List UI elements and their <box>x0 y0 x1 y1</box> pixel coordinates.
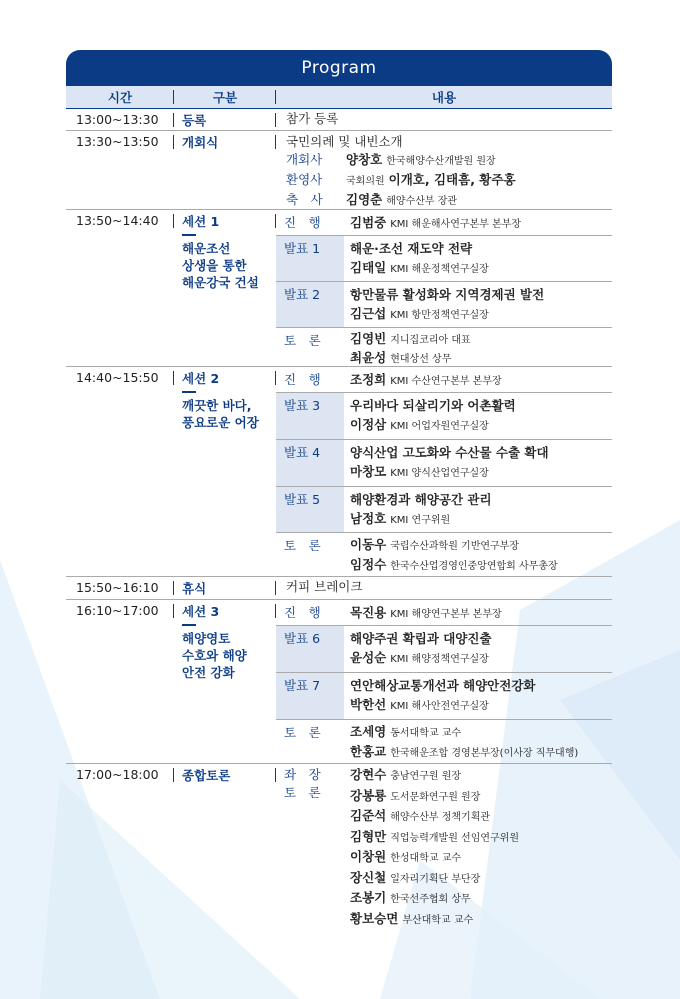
talk-content <box>344 673 612 719</box>
session-theme: 해양영토 <box>182 631 231 646</box>
person-affiliation: KMI 해사안전연구실장 <box>390 701 489 712</box>
person-name: 김근섭 <box>350 306 387 321</box>
item-label: 개회사 <box>286 152 323 167</box>
item-person <box>346 151 612 171</box>
discussion-row <box>276 720 612 764</box>
session-category <box>174 210 276 366</box>
discussion-people <box>344 533 612 577</box>
person-affiliation: KMI 어업자원연구실장 <box>390 421 489 432</box>
session-theme: 풍요로운 어장 <box>182 415 259 430</box>
person-affiliation: 충남연구원 원장 <box>390 771 462 782</box>
session-content <box>276 210 612 366</box>
row-time: 13:50~14:40 <box>66 210 174 366</box>
discussion-label: 토 론 <box>284 725 321 740</box>
header-content <box>276 86 612 108</box>
person-affiliation: 일자리기획단 부단장 <box>390 873 481 885</box>
opening-list <box>286 151 612 211</box>
person-affiliation: KMI 항만정책연구실장 <box>390 310 489 321</box>
talk-topic: 우리바다 되살리기와 어촌활력 <box>350 398 516 413</box>
discussion-label: 토 론 <box>284 333 321 348</box>
row-category: 휴식 <box>174 577 276 599</box>
row-category: 등록 <box>174 109 276 130</box>
person-affiliation: 도서문화연구원 원장 <box>390 791 481 803</box>
talk-row <box>276 626 612 673</box>
person-name: 조봉기 <box>350 890 387 905</box>
discussion-label: 토 론 <box>284 538 321 553</box>
session-dash <box>182 234 196 236</box>
person-name: 황보승면 <box>350 910 399 926</box>
item-person <box>346 191 612 211</box>
discussion-people <box>344 720 612 764</box>
person-affiliation: 동서대학교 교수 <box>390 728 462 739</box>
talk-row <box>276 282 612 328</box>
person-name: 박한선 <box>350 697 387 712</box>
opening-line: 국민의례 및 내빈소개 <box>286 134 403 149</box>
person-name: 양창호 <box>346 152 383 167</box>
talk-label: 발표 5 <box>276 487 344 532</box>
row-time: 13:00~13:30 <box>66 109 174 130</box>
person-affiliation: KMI 연구위원 <box>390 515 451 526</box>
session-content <box>276 600 612 763</box>
person-name: 남정호 <box>350 511 387 526</box>
person-name: 조세영 <box>350 724 387 739</box>
table-header <box>66 86 612 109</box>
person-name: 김영춘 <box>346 192 383 207</box>
person-affiliation: 직업능력개발원 선임연구위원 <box>390 832 519 844</box>
header-content-label: 내용 <box>431 90 457 105</box>
talk-content <box>344 393 612 439</box>
talk-content <box>344 440 612 486</box>
person-name: 이창원 <box>350 849 387 864</box>
row-time: 17:00~18:00 <box>66 764 174 929</box>
person-affiliation: 해양수산부 장관 <box>386 196 458 207</box>
person-affiliation: 현대상선 상무 <box>390 354 452 365</box>
discussion-people <box>344 328 612 367</box>
talk-content <box>344 236 612 281</box>
session-content <box>276 367 612 576</box>
moderator-row <box>276 210 612 236</box>
person-affiliation: 한국해운조합 경영본부장(이사장 직무대행) <box>390 748 579 759</box>
item-person <box>346 171 612 191</box>
talk-label: 발표 3 <box>276 393 344 439</box>
session-row <box>66 210 612 367</box>
talk-topic: 항만물류 활성화와 지역경제권 발전 <box>350 287 545 302</box>
session-category <box>174 600 276 763</box>
person-affiliation: KMI 수산연구본부 본부장 <box>390 376 502 387</box>
talk-content <box>344 487 612 532</box>
moderator-label: 진 행 <box>284 605 321 620</box>
moderator-person <box>344 367 612 392</box>
session-row <box>66 600 612 764</box>
person-affiliation: 한성대학교 교수 <box>390 853 462 864</box>
session-theme: 상생을 통한 <box>182 258 247 273</box>
session-theme: 깨끗한 바다, <box>182 398 252 413</box>
row-time: 15:50~16:10 <box>66 577 174 599</box>
item-label: 축 사 <box>286 192 323 207</box>
moderator-row <box>276 600 612 626</box>
person-name: 이정삼 <box>350 417 387 432</box>
discussion-row <box>276 328 612 367</box>
talk-content <box>344 626 612 672</box>
person-name: 김형만 <box>350 828 387 844</box>
person-affiliation: KMI 해양연구본부 본부장 <box>390 609 502 620</box>
person-name: 윤성순 <box>350 650 387 665</box>
person-name: 이개호, 김태흠, 황주홍 <box>388 172 516 187</box>
table-row <box>66 109 612 131</box>
table-row <box>66 577 612 600</box>
header-category <box>174 86 276 108</box>
panel-block <box>276 764 612 933</box>
moderator-person <box>344 210 612 235</box>
talk-row <box>276 673 612 720</box>
person-affiliation: 한국수산업경영인중앙연합회 사무총장 <box>390 561 558 572</box>
program-table <box>66 50 612 929</box>
person-affiliation: 부산대학교 교수 <box>402 914 474 926</box>
talk-row <box>276 440 612 487</box>
person-affiliation: KMI 해운해사연구본부 본부장 <box>390 219 521 230</box>
person-name: 강봉룡 <box>350 787 387 803</box>
person-name: 김준석 <box>350 808 387 823</box>
header-time-label: 시간 <box>107 90 133 105</box>
person-name: 장신철 <box>350 869 387 885</box>
person-affiliation: 한국해양수산개발원 원장 <box>386 156 496 167</box>
talk-topic: 해양주권 확립과 대양진출 <box>350 631 492 646</box>
person-name: 이동우 <box>350 537 387 552</box>
row-category: 개회식 <box>174 131 276 209</box>
person-name: 한홍교 <box>350 744 387 759</box>
talk-row <box>276 393 612 440</box>
session-theme: 수호와 해양 <box>182 648 247 663</box>
talk-topic: 해운·조선 재도약 전략 <box>350 241 473 256</box>
row-content: 커피 브레이크 <box>286 579 363 594</box>
row-content <box>276 131 612 209</box>
row-time: 13:30~13:50 <box>66 131 174 209</box>
panel-people <box>344 764 612 933</box>
session-theme: 해운조선 <box>182 241 231 256</box>
talk-label: 발표 2 <box>276 282 344 327</box>
talk-label: 발표 6 <box>276 626 344 672</box>
session-dash <box>182 624 196 626</box>
talk-label: 발표 7 <box>276 673 344 719</box>
talk-row <box>276 487 612 533</box>
row-category: 종합토론 <box>174 764 276 929</box>
discussion-row <box>276 533 612 577</box>
general-discussion <box>276 764 612 929</box>
session-theme: 해운강국 건설 <box>182 275 259 290</box>
session-label: 세션 3 <box>182 604 220 619</box>
person-name: 조정희 <box>350 372 387 387</box>
moderator-label: 진 행 <box>284 215 321 230</box>
table-row <box>66 764 612 929</box>
item-label: 환영사 <box>286 172 323 187</box>
person-affiliation: 국회의원 <box>346 176 385 187</box>
talk-content <box>344 282 612 327</box>
talk-label: 발표 1 <box>276 236 344 281</box>
person-affiliation: KMI 양식산업연구실장 <box>390 468 489 479</box>
person-name: 김태일 <box>350 260 387 275</box>
chair-label: 좌 장 <box>284 767 321 782</box>
person-affiliation: 해양수산부 정책기획관 <box>390 812 491 823</box>
panel-labels <box>276 764 344 933</box>
table-row <box>66 131 612 210</box>
program-title: Program <box>66 50 612 86</box>
header-time <box>66 86 174 108</box>
person-name: 마창모 <box>350 464 387 479</box>
talk-label: 발표 4 <box>276 440 344 486</box>
person-name: 김영빈 <box>350 331 387 346</box>
session-dash <box>182 391 196 393</box>
row-time: 16:10~17:00 <box>66 600 174 763</box>
session-theme: 안전 강화 <box>182 665 235 680</box>
person-affiliation: 지니집코리아 대표 <box>390 335 471 346</box>
person-affiliation: KMI 해양정책연구실장 <box>390 654 489 665</box>
talk-topic: 양식산업 고도화와 수산물 수출 확대 <box>350 445 549 460</box>
session-label: 세션 2 <box>182 371 220 386</box>
talk-topic: 연안해상교통개선과 해양안전강화 <box>350 678 536 693</box>
person-affiliation: 국립수산과학원 기반연구부장 <box>390 541 519 552</box>
person-name: 임정수 <box>350 557 387 572</box>
row-content: 참가 등록 <box>286 111 339 126</box>
moderator-label: 진 행 <box>284 372 321 387</box>
session-row <box>66 367 612 577</box>
header-category-label: 구분 <box>212 90 238 105</box>
person-name: 최윤성 <box>350 350 387 365</box>
discussion-label: 토 론 <box>284 785 321 800</box>
person-name: 목진용 <box>350 605 387 620</box>
person-affiliation: KMI 해운정책연구실장 <box>390 264 489 275</box>
session-label: 세션 1 <box>182 214 220 229</box>
talk-row <box>276 236 612 282</box>
moderator-person <box>344 600 612 625</box>
talk-topic: 해양환경과 해양공간 관리 <box>350 492 492 507</box>
moderator-row <box>276 367 612 393</box>
person-name: 강현수 <box>350 767 387 782</box>
person-name: 김범중 <box>350 215 387 230</box>
person-affiliation: 한국선주협회 상무 <box>390 894 471 905</box>
row-time: 14:40~15:50 <box>66 367 174 576</box>
session-category <box>174 367 276 576</box>
